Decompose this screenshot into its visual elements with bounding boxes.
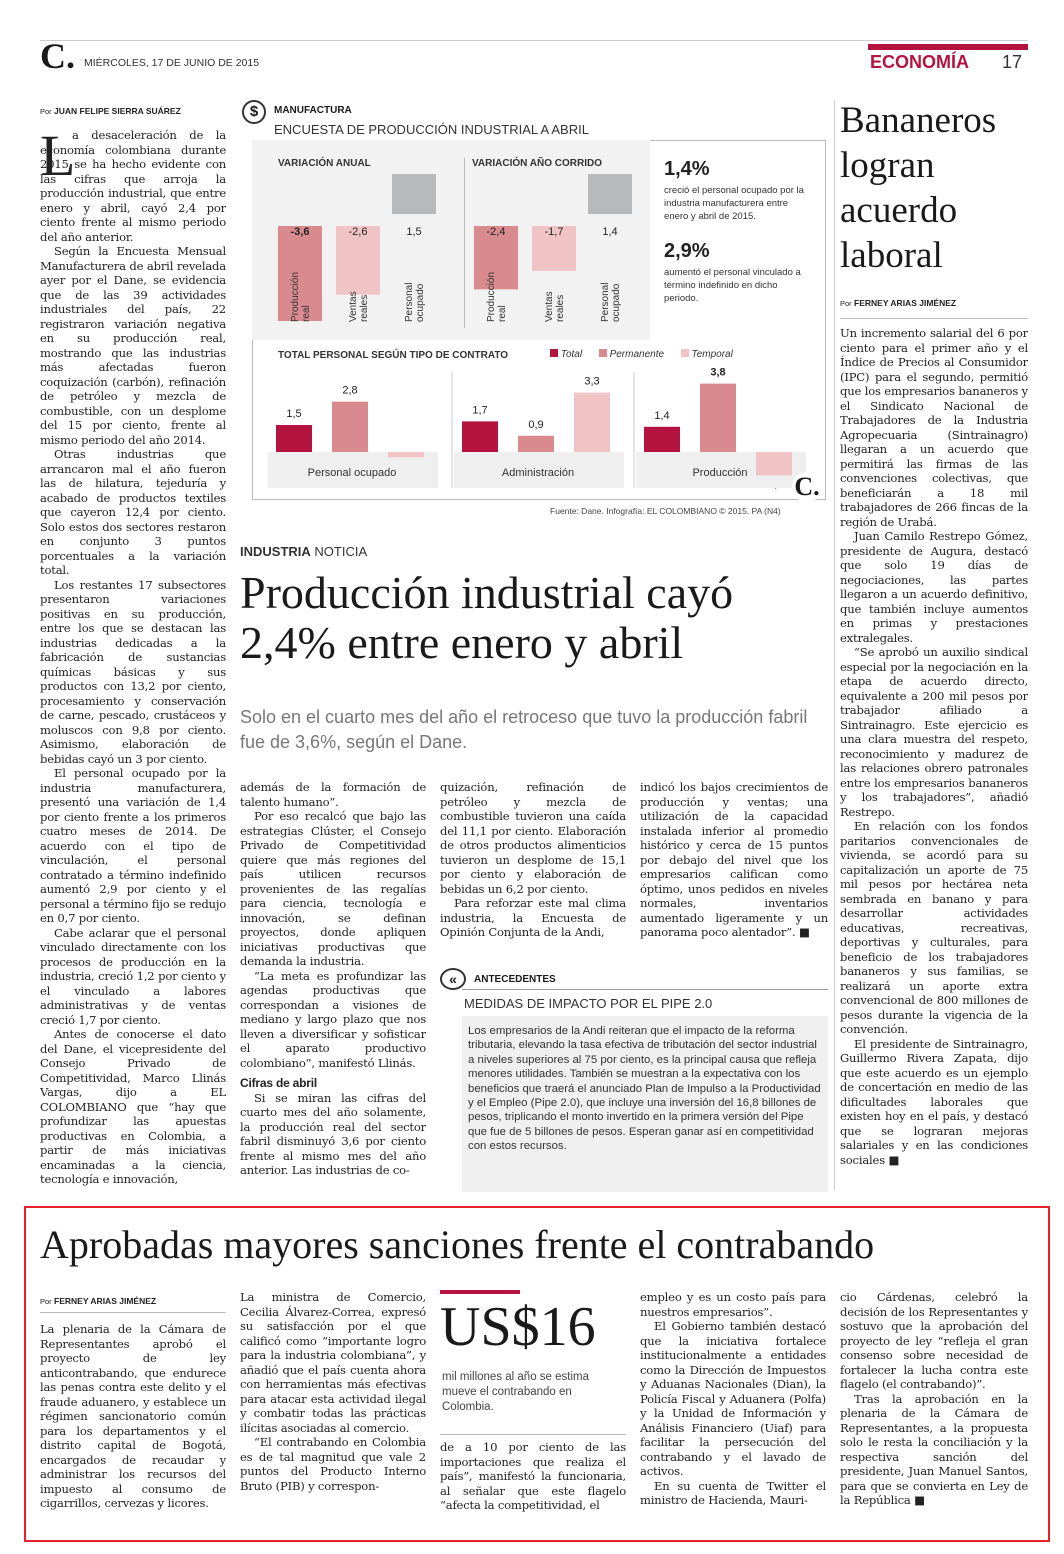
paragraph: quización, refinación de petróleo y mezcla de combustible tuvieron una caída del 11,1 por ciento. Elaboración de otros productos alimenticios tuvieron un desplome de 15,1 por ciento y elaboración de bebidas un 6,2 por ciento. [440,780,626,896]
drop-cap: L [40,123,76,188]
paragraph: “El contrabando en Colombia es de tal magnitud que vale 2 puntos del Producto Interno Bruto (PIB) y correspon- [240,1435,426,1493]
legend-total-swatch [550,349,558,357]
dollar-icon: $ [242,100,266,124]
category-label: Ventasreales [544,291,566,322]
data-label: 1,5 [286,408,302,420]
bottom-col-4 [640,1290,826,1530]
paragraph: El personal ocupado por la industria manufacturera, presentó una variación de 1,4 por ciento frente a los primeros cuatro meses de 2014. De acuerdo con el tipo de vinculación, el personal contratado a término indefinido aumentó 2,9 por ciento y el personal a término fijo se redujo en 0,7 por ciento. [40,766,226,925]
antecedentes-rule [462,989,828,990]
bar-temporal-neg-0 [388,452,424,457]
contract-title: TOTAL PERSONAL SEGÚN TIPO DE CONTRATO [278,350,509,361]
bar-total-2 [644,427,680,452]
data-label: 2,8 [342,384,358,397]
paragraph: “Se aprobó un auxilio sindical especial por la negociación en la etapa de acuerdo directo, equivalente a 200 mil pesos por trabajador afiliado a Sintrainagro. Este ejercicio es una clara muestra del respeto, reconocimiento y madurez de las relaciones obrero patronales entre los empresarios bananeros y los trabajadores”, añadió Restrepo. [840,645,1028,819]
category-label: Personal ocupado [307,467,397,479]
legend-total: Total [560,349,583,360]
category-label: Administración [501,467,575,479]
bar-permanente-1 [518,436,554,452]
paragraph: La ministra de Comercio, Cecilia Álvarez-Correa, expresó su satisfacción por el que calificó como “importante logro para la industria colombiana”, y añadió que el país cuenta ahora con herramientas más efectivas para atacar esta actividad ilegal y combatir todas las prácticas ilícitas asociadas al comercio. [240,1290,426,1435]
bottom-col-2 [240,1290,426,1530]
infographic [240,100,828,524]
legend-perm: Permanente [609,349,665,360]
paragraph: Según la Encuesta Mensual Manufacturera de abril revelada ayer por el Dane, se evidencia que de las 39 actividades industriales del país, 22 registraron variación negativa en su producción real, mostrando que las industrias más afectadas fueron coquización (carbón), refinación de petróleo y mezcla de combustible, con un desplome del 15 por ciento, frente al mismo periodo del año 2014. [40,244,226,447]
paragraph: El Gobierno también destacó que la iniciativa fortalece institucionalmente a entidades como la Dirección de Impuestos y Aduanas Nacionales (Dian), la Policía Fiscal y Aduanera (Polfa) y la Unidad de Información y Análisis Financiero (Uiaf) para facilitar la persecución del contrabando y el lavado de activos. [640,1319,826,1478]
data-label: 1,7 [472,404,488,417]
paragraph: Antes de conocerse el dato del Dane, el vicepresidente del Consejo Privado de Competitividad, Marco Llinás Vargas, dijo a EL COLOMBIANO que “hay que profundizar las apuestas productivas en Colombia, a partir de más iniciativas encaminadas a la ciencia, tecnología e innovación, [40,1027,226,1186]
paragraph: En relación con los fondos paritarios convencionales de vivienda, se acordó para su capitalización un aporte de 75 mil pesos por hectárea neta sembrada en banano y para desarrollar actividades educativas, recreativas, deportivas y culturales, para beneficio de los trabajadores bananeros y sus familias, se realizará un aporte extra convencional de 800 millones de pesos durante la vigencia de la convención. [840,819,1028,1036]
main-col-3 [440,780,626,960]
bottom-byline: Por FERNEY ARIAS JIMÉNEZ [40,1296,157,1306]
data-label: 3,8 [710,366,726,379]
section-bar [868,44,1028,50]
paragraph: Otras industrias que arrancaron mal el año fueron las de hilatura, tejeduría y acabado de productos textiles que cayeron 12,4 por ciento. Solo estos dos sectores restaron en conjunto 3 puntos porcentuales a la variación total. [40,447,226,577]
legend [550,349,733,360]
main-headline: Producción industrial cayó 2,4% entre enero y abril [240,567,734,668]
paragraph: Para reforzar este mal clima industria, la Encuesta de Opinión Conjunta de la Andi, [440,896,626,939]
data-label: 1,4 [602,226,618,238]
main-col-1 [40,123,226,1188]
main-byline: Por JUAN FELIPE SIERRA SUÁREZ [40,106,181,116]
main-col-4: indicó los bajos crecimientos de producción y ventas; una utilización de la capacidad instalada inferior al promedio histórico y cerca de 15 puntos por debajo del nivel que los empresarios califican como óptimo, unos pedidos en niveles normales, inventarios aumentado ligeramente y un panorama poco alentador”. ■ [640,780,828,939]
info-kicker: MANUFACTURA [274,105,352,116]
side-headline: Bananeros logran acuerdo laboral [840,100,997,276]
masthead-logo[interactable] [40,38,75,74]
paragraph: cio Cárdenas, celebró la decisión de los Representantes y sostuvo que la aprobación del proyecto de ley “refleja el gran consenso sobre necesidad de fortalecer la lucha contra este flagelo (el contrabando)”. [840,1290,1028,1391]
side-body [840,326,1028,1192]
paragraph: Los restantes 17 subsectores presentaron variaciones positivas en su producción, entre los que se destacan las industrias dedicadas a la fabricación de sustancias químicas básicas y sus productos con 13,2 por ciento, procesamiento y conservación de carne, pescado, crustáceos y moluscos con 9,8 por ciento. Asimismo, elaboración de bebidas cayó un 3 por ciento. [40,577,226,766]
bar-personal-ocupado [588,174,632,214]
top-rule [40,40,1028,41]
big-number: US$16 [440,1296,596,1358]
bar-permanente-0 [332,402,368,452]
antecedentes-tag: ANTECEDENTES [474,974,556,985]
kicker: INDUSTRIA NOTICIA [240,544,368,559]
data-label: -1,7 [544,226,564,238]
paragraph: En su cuenta de Twitter el ministro de Hacienda, Mauri- [640,1478,826,1507]
bar-temporal-neg-2 [756,452,792,475]
paragraph: Si se miran las cifras del cuarto mes del año solamente, la producción real del sector fabril disminuyó 3,6 por ciento frente al mismo mes del año anterior. Las industrias de co- [240,1090,426,1177]
page-number: 17 [1002,52,1023,72]
paragraph: “La meta es profundizar las agendas productivas que correspondan a visiones de mediano y largo plazo que nos lleven a diversificar y sofisticar el aparato productivo colombiano”, manifestó Llinás. [240,968,426,1070]
logo-text: C. [40,36,75,76]
stat1-text: creció el personal ocupado por la industria manufacturera entre enero y abril de 2015. [664,185,804,222]
contract-chart [252,362,826,498]
bar-permanente-2 [700,384,736,452]
bar-total-1 [462,421,498,452]
back-arrows-icon: « [440,968,466,990]
bar-personal-ocupado [392,174,436,214]
bottom-byline-rule [40,1312,226,1313]
data-label: -3,6 [290,226,310,238]
data-label: 0,9 [528,418,544,431]
big-number-caption: mil millones al año se estima mueve el contrabando en Colombia. [442,1371,590,1413]
category-label: Personalocupado [404,282,426,322]
category-label: Personalocupado [600,282,622,322]
category-label: Producción [692,467,748,479]
issue-date: MIÉRCOLES, 17 DE JUNIO DE 2015 [84,57,260,69]
variation-charts [252,140,652,340]
side-rule [840,318,1028,319]
legend-temp-swatch [681,349,689,357]
paragraph: además de la formación de talento humano”. [240,780,426,809]
bottom-col-3: de a 10 por ciento de las importaciones que realiza el país”, manifestó la funcionaria, al señalar que este flagelo “afecta la competitividad, el [440,1440,626,1512]
bar-temporal-1 [574,393,610,452]
paragraph: Juan Camilo Restrepo Gómez, presidente de Augura, destacó que solo 19 días de negociaciones, las partes llegaron a un acuerdo definitivo, que también incluye aumentos en primas y prestaciones extralegales. [840,529,1028,645]
legend-temp: Temporal [691,349,733,360]
subhead: Cifras de abril [240,1076,318,1090]
panel2-title: VARIACIÓN AÑO CORRIDO [472,158,602,169]
stat2-text: aumentó el personal vinculado a término indefinido en dicho periodo. [664,267,801,304]
category-label: Producciónreal [290,271,312,322]
data-label: -2,4 [486,226,506,238]
main-deck: Solo en el cuarto mes del año el retroceso que tuvo la producción fabril fue de 3,6%, según el Dane. [240,707,808,752]
side-divider [834,100,835,1190]
info-source: Fuente: Dane. Infografía: EL COLOMBIANO © 2015. PA (N4) [550,506,781,516]
info-logo: C. [792,472,822,502]
paragraph: Cabe aclarar que el personal vinculado directamente con los procesos de producción en la industria, creció 1,2 por ciento y el vinculado a labores administrativas y de ventas creció 1,7 por ciento. [40,925,226,1027]
data-label: 3,3 [584,375,600,388]
data-label: -2,6 [348,226,368,238]
category-label: Ventasreales [348,291,370,322]
paragraph: Tras la aprobación en la plenaria de la Cámara de Representantes, a la propuesta solo le resta la conciliación y la respectiva sanción del presidente, Juan Manuel Santos, para que se convierta en Ley de la República ■ [840,1391,1028,1507]
antecedentes-body: Los empresarios de la Andi reiteran que el impacto de la reforma tributaria, elevando la tasa efectiva de tributación del sector industrial a niveles superiores al 75 por ciento, es la principal causa que refleja menores utilidades. También se muestran a la expectativa con los beneficios que traerá el anunciado Plan de Impulso a la Productividad y el Empleo (Pipe 2.0), que incluye una inversión del 16,8 billones de pesos, triplicando el monto invertido en la primera versión del Pipe que fue de 5 billones de pesos. Esperan ganar así en competitividad con estos recursos. [468,1025,821,1153]
main-col-2 [240,780,426,1190]
paragraph: Por eso recalcó que bajo las estrategias Clúster, el Consejo Privado de Competitividad quiere que más regiones del país utilicen recursos provenientes de las regalías para ciencia, tecnología e innovación, se definan proyectos, donde apliquen iniciativas productivas que demanda la industria. [240,809,426,968]
paragraph: Un incremento salarial del 6 por ciento para el primer año y el Índice de Precios al Consumidor (IPC) para el segundo, permitió que los empresarios bananeros y el Sindicato Nacional de Trabajadores de la Industria Agropecuaria (Sintrainagro) llegaran a un acuerdo que permitirá las firmas de las convenciones colectivas, que beneficiarán a 18 mil trabajadores de 266 fincas de la región de Urabá. [840,326,1028,529]
info-title: ENCUESTA DE PRODUCCIÓN INDUSTRIAL A ABRIL [274,122,589,137]
paragraph: a desaceleración de la economía colombiana durante 2015 se ha hecho evidente con las cifras que arroja la producción industrial, que entre enero y abril, cayó 2,4 por ciento frente al mismo periodo del año anterior. [40,128,226,244]
data-label: 1,4 [654,409,670,422]
bottom-headline: Aprobadas mayores sanciones frente el contrabando [40,1222,875,1267]
category-label: Producciónreal [486,271,508,322]
panel1-title: VARIACIÓN ANUAL [278,158,371,169]
stat2-value: 2,9% [664,240,710,262]
antecedentes-title: MEDIDAS DE IMPACTO POR EL PIPE 2.0 [464,996,713,1011]
bottom-col-5 [840,1290,1028,1530]
section-name: ECONOMÍA [870,52,969,72]
paragraph: El presidente de Sintrainagro, Guillermo Rivera Zapata, dijo que este acuerdo es un ejemplo de concertación en medio de las dificultades laborales que existen hoy en el país, y destacó que se lograran mejoras salariales y en las condiciones sociales ■ [840,1036,1028,1167]
data-label: 1,5 [406,226,422,238]
side-byline: Por FERNEY ARIAS JIMÉNEZ [840,298,957,308]
legend-perm-swatch [599,349,607,357]
bottom-col-1: La plenaria de la Cámara de Representantes aprobó el proyecto de ley anticontrabando, que endurece las penas contra este delito y el fraude aduanero, y establece un régimen sancionatorio común para los departamentos y el distrito capital de Bogotá, encargados de recaudar y administrar los recursos del impuesto al consumo de cigarrillos, cervezas y licores. [40,1322,226,1510]
stat1-value: 1,4% [664,158,710,180]
big-number-rule [440,1434,626,1435]
bar-total-0 [276,425,312,452]
paragraph: empleo y es un costo país para nuestros empresarios”. [640,1290,826,1319]
